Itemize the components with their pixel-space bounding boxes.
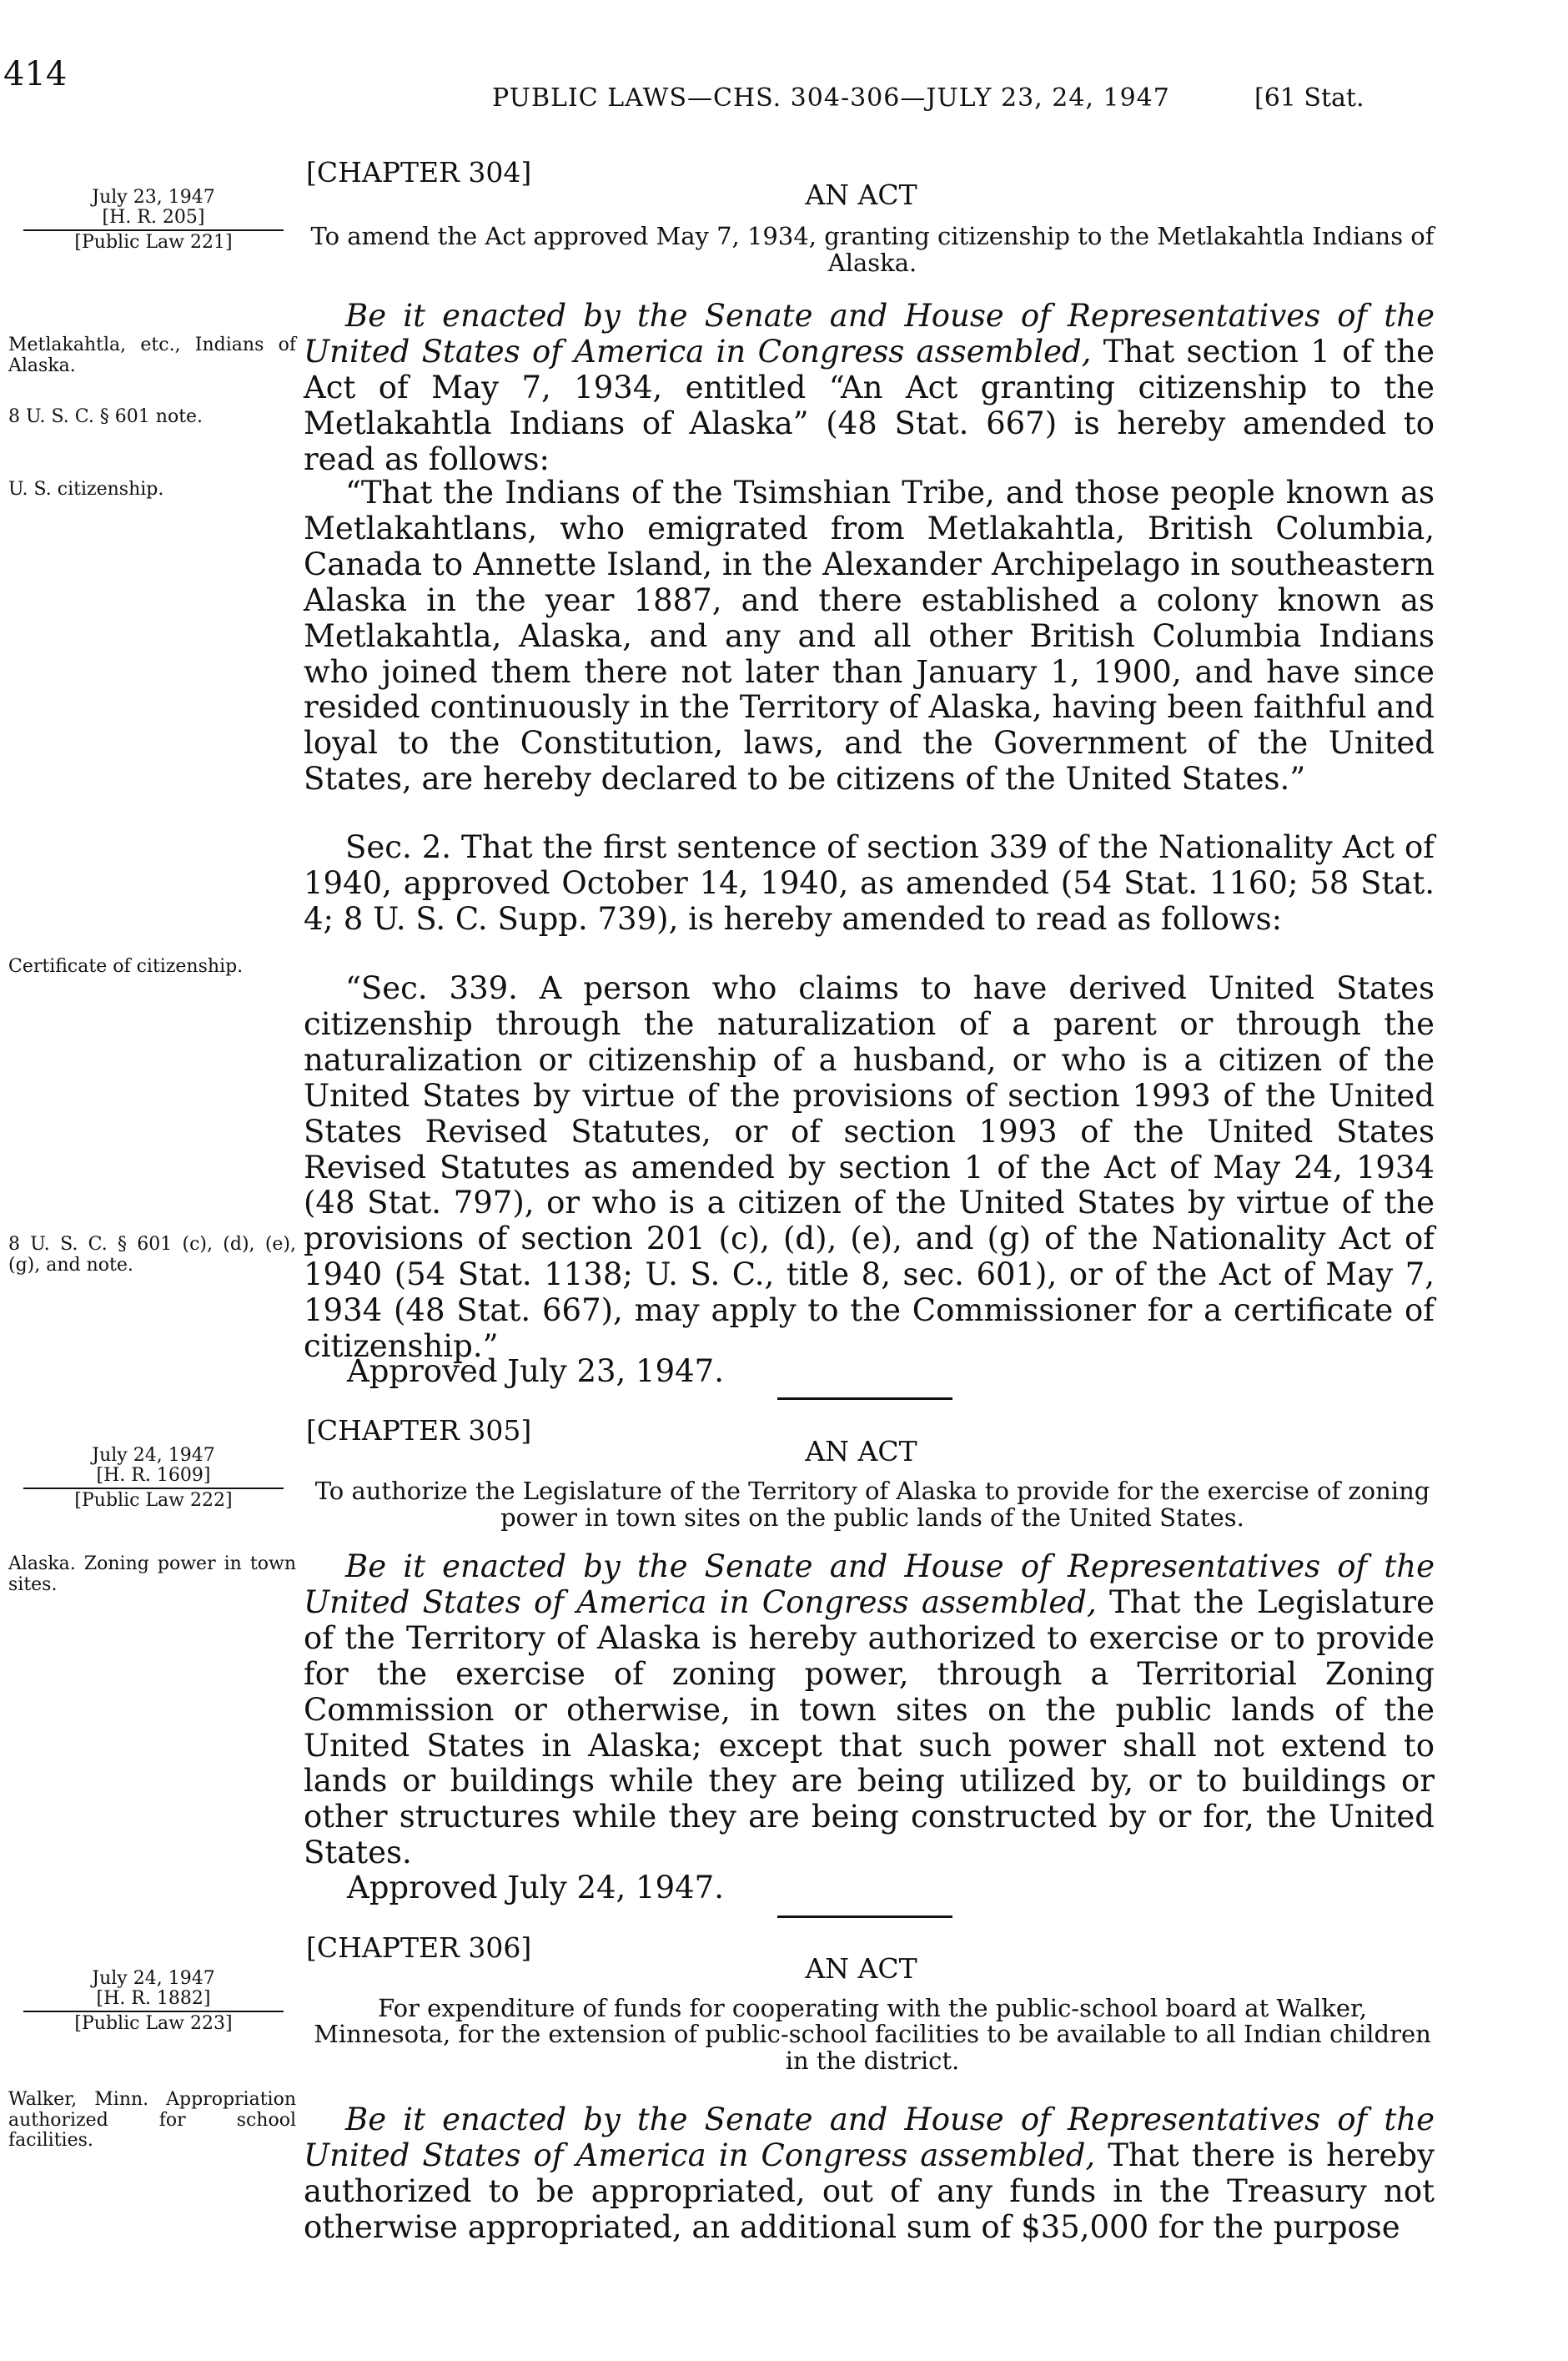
enacting-provision: That section 1 of the Act of May 7, 1934, entitled “An Act granting citizenship to the Metlakahtla Indians of Alaska” (48 Stat. 667) is hereby amended to read as follows:	[304, 333, 1435, 477]
chapter-306-label: [CHAPTER 306]	[306, 1931, 532, 1964]
chapter-306-margin-note	[23, 1969, 284, 2035]
side-note-walker-appropriation: Walker, Minn. Appropriation authorized for school facilities.	[8, 2089, 296, 2152]
enactment-date: July 24, 1947	[92, 1445, 215, 1466]
enacting-formula: Be it enacted by the Senate and House of Representatives of the United States of America in Congress assembled,	[304, 1548, 1435, 1620]
section-divider	[777, 1915, 952, 1918]
volume-reference: [61 Stat.	[1254, 83, 1364, 113]
chapter-305-title: To authorize the Legislature of the Territory of Alaska to provide for the exercise of zoning power in town sites on the public lands of the United States.	[314, 1477, 1430, 1533]
enactment-date: July 24, 1947	[92, 1968, 215, 1989]
chapter-304-act-heading: AN ACT	[805, 179, 917, 211]
chapter-305-label: [CHAPTER 305]	[306, 1414, 532, 1447]
chapter-306-title: For expenditure of funds for cooperating with the public-school board at Walker, Minnesota, for the extension of public-school facilities to be available to all Indian children in the district.	[314, 1994, 1431, 2075]
chapter-305-margin-note	[23, 1446, 284, 1512]
chapter-304-enacting-clause	[304, 299, 1435, 478]
chapter-304-label: [CHAPTER 304]	[306, 156, 532, 189]
chapter-304-title: To amend the Act approved May 7, 1934, granting citizenship to the Metlakahtla Indians of Alaska.	[310, 222, 1435, 278]
bill-number: [H. R. 205]	[23, 208, 284, 231]
bill-number: [H. R. 1609]	[23, 1466, 284, 1489]
chapter-304-section-1-text: “That the Indians of the Tsimshian Tribe, and those people known as Metlakahtlans, who emigrated from Metlakahtla, British Columbia, Canada to Annette Island, in the Alexander Archipelago in southeastern Alaska in the year 1887, and there established a colony known as Metlakahtla, Alaska, and any and all other British Columbia Indians who joined them there not later than January 1, 1900, and have since resided continuously in the Territory of Alaska, having been faithful and loyal to the Constitution, laws, and the Government of the United States, are hereby declared to be citizens of the United States.”	[304, 475, 1435, 798]
side-note-us-citizenship: U. S. citizenship.	[8, 479, 164, 500]
chapter-304-section-2: Sec. 2. That the first sentence of section 339 of the Nationality Act of 1940, approved October 14, 1940, as amended (54 Stat. 1160; 58 Stat. 4; 8 U. S. C. Supp. 739), is hereby amended to read as follows:	[304, 829, 1435, 937]
enacting-provision: That there is hereby authorized to be appropriated, out of any funds in the Treasury not otherwise appropriated, an additional sum of $35,000 for the purpose	[304, 2137, 1435, 2245]
enacting-formula: Be it enacted by the Senate and House of Representatives of the United States of America in Congress assembled,	[304, 2102, 1435, 2173]
enactment-date: July 23, 1947	[92, 187, 215, 208]
public-law-number: [Public Law 223]	[74, 2013, 233, 2035]
side-note-metlakahtla: Metlakahtla, etc., Indians of Alaska.	[8, 335, 296, 376]
public-law-number: [Public Law 222]	[74, 1490, 233, 1512]
enacting-provision: That the Legislature of the Territory of Alaska is hereby authorized to exercise or to provide for the exercise of zoning power, through a Territorial Zoning Commission or otherwise, in town sites on the public lands of the United States in Alaska; except that such power shall not extend to lands or buildings while they are being utilized by, or to buildings or other structures while they are being constructed by or for, the United States.	[304, 1583, 1435, 1871]
chapter-306-enacting-clause	[304, 2102, 1435, 2246]
chapter-304-margin-note	[23, 188, 284, 254]
side-note-certificate: Certificate of citizenship.	[8, 956, 244, 977]
side-note-alaska-zoning: Alaska. Zoning power in town sites.	[8, 1553, 296, 1595]
chapter-305-act-heading: AN ACT	[805, 1435, 917, 1467]
side-note-usc-601-note: 8 U. S. C. § 601 note.	[8, 406, 204, 427]
enacting-formula: Be it enacted by the Senate and House of Representatives of the United States of America in Congress assembled,	[304, 298, 1435, 370]
page-number: 414	[3, 55, 68, 93]
side-note-usc-601-cdeg: 8 U. S. C. § 601 (c), (d), (e), (g), and note.	[8, 1234, 296, 1276]
public-law-number: [Public Law 221]	[74, 232, 233, 254]
chapter-306-act-heading: AN ACT	[805, 1952, 917, 1985]
chapter-305-enacting-clause	[304, 1549, 1435, 1871]
chapter-304-approved: Approved July 23, 1947.	[347, 1353, 724, 1389]
running-head: PUBLIC LAWS—CHS. 304-306—JULY 23, 24, 1947	[492, 83, 1170, 113]
bill-number: [H. R. 1882]	[23, 1989, 284, 2012]
chapter-305-approved: Approved July 24, 1947.	[347, 1870, 724, 1905]
section-divider	[777, 1397, 952, 1400]
chapter-304-section-339-text: “Sec. 339. A person who claims to have derived United States citizenship through the naturalization of a parent or through the naturalization or citizenship of a husband, or who is a citizen of the United States by virtue of the provisions of section 1993 of the United States Revised Statutes, or of section 1993 of the United States Revised Statutes as amended by section 1 of the Act of May 24, 1934 (48 Stat. 797), or who is a citizen of the United States by virtue of the provisions of section 201 (c), (d), (e), and (g) of the Nationality Act of 1940 (54 Stat. 1138; U. S. C., title 8, sec. 601), or of the Act of May 7, 1934 (48 Stat. 667), may apply to the Commissioner for a certificate of citizenship.”	[304, 970, 1435, 1365]
